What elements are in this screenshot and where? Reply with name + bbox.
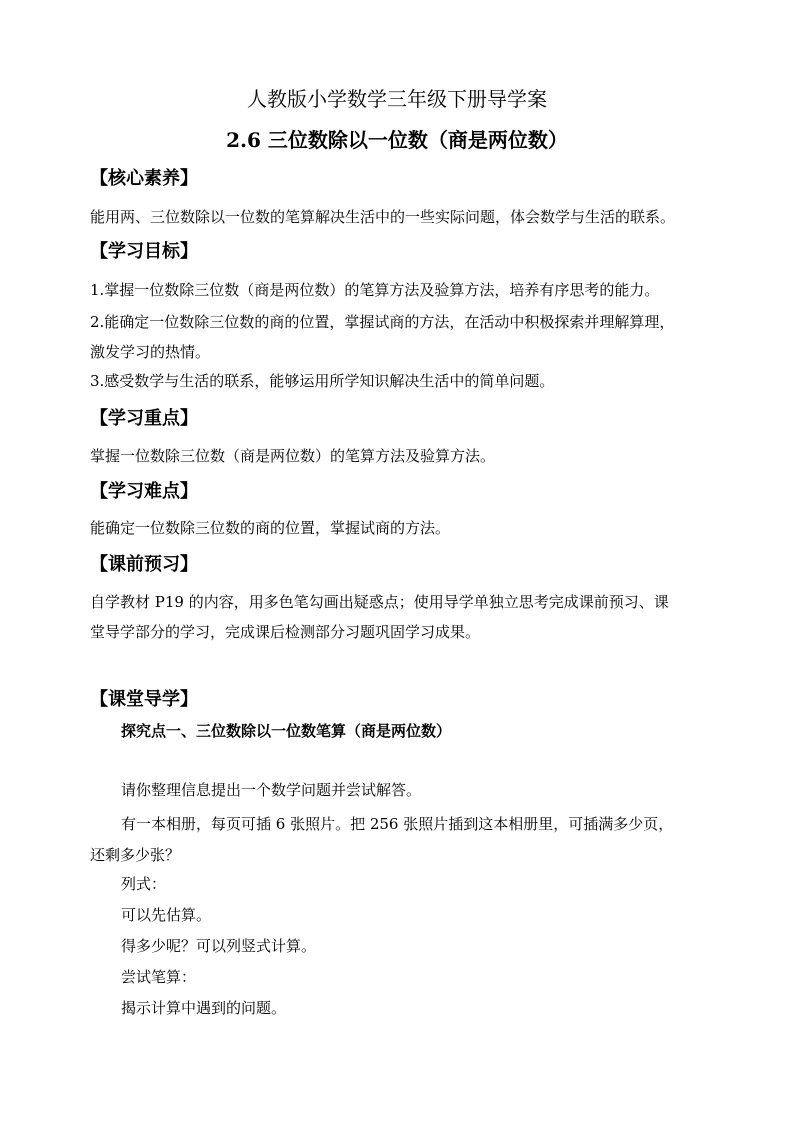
preview-text-line-1: 自学教材 P19 的内容，用多色笔勾画出疑惑点；使用导学单独立思考完成课前预习、课 [90,593,669,611]
problem-text-line-1: 有一本相册，每页可插 6 张照片。把 256 张照片插到这本相册里，可插满多少页， [121,815,674,833]
document-title: 人教版小学数学三年级下册导学案 [247,87,547,111]
objective-item-3: 3.感受数学与生活的联系，能够运用所学知识解决生活中的简单问题。 [90,372,555,390]
problem-text-line-2: 还剩多少张？ [90,846,181,864]
heading-key-points: 【学习重点】 [90,408,198,429]
objective-item-2-line-2: 激发学习的热情。 [90,343,211,361]
heading-preview: 【课前预习】 [90,554,198,575]
prompt-text: 请你整理信息提出一个数学问题并尝试解答。 [121,781,422,799]
core-literacy-text: 能用两、三位数除以一位数的笔算解决生活中的一些实际问题，体会数学与生活的联系。 [90,208,676,226]
estimate-text: 可以先估算。 [121,906,212,924]
heading-learning-objectives: 【学习目标】 [90,241,198,262]
heading-classroom-guide: 【课堂导学】 [90,689,198,710]
vertical-calc-text: 得多少呢？可以列竖式计算。 [121,937,317,955]
lesson-subtitle: 2.6 三位数除以一位数（商是两位数） [226,128,568,152]
objective-item-2-line-1: 2.能确定一位数除三位数的商的位置，掌握试商的方法，在活动中积极探索并理解算理， [90,313,675,331]
reveal-problem-text: 揭示计算中遇到的问题。 [121,999,287,1017]
heading-core-literacy: 【核心素养】 [90,168,198,189]
key-points-text: 掌握一位数除三位数（商是两位数）的笔算方法及验算方法。 [90,447,496,465]
heading-difficulties: 【学习难点】 [90,481,198,502]
preview-text-line-2: 堂导学部分的学习，完成课后检测部分习题巩固学习成果。 [90,623,481,641]
try-calc-label: 尝试笔算： [121,968,197,986]
explore-point-title: 探究点一、三位数除以一位数笔算（商是两位数） [121,722,452,740]
difficulties-text: 能确定一位数除三位数的商的位置，掌握试商的方法。 [90,519,451,537]
formula-label: 列式： [121,875,167,893]
objective-item-1: 1.掌握一位数除三位数（商是两位数）的笔算方法及验算方法，培养有序思考的能力。 [90,281,660,299]
